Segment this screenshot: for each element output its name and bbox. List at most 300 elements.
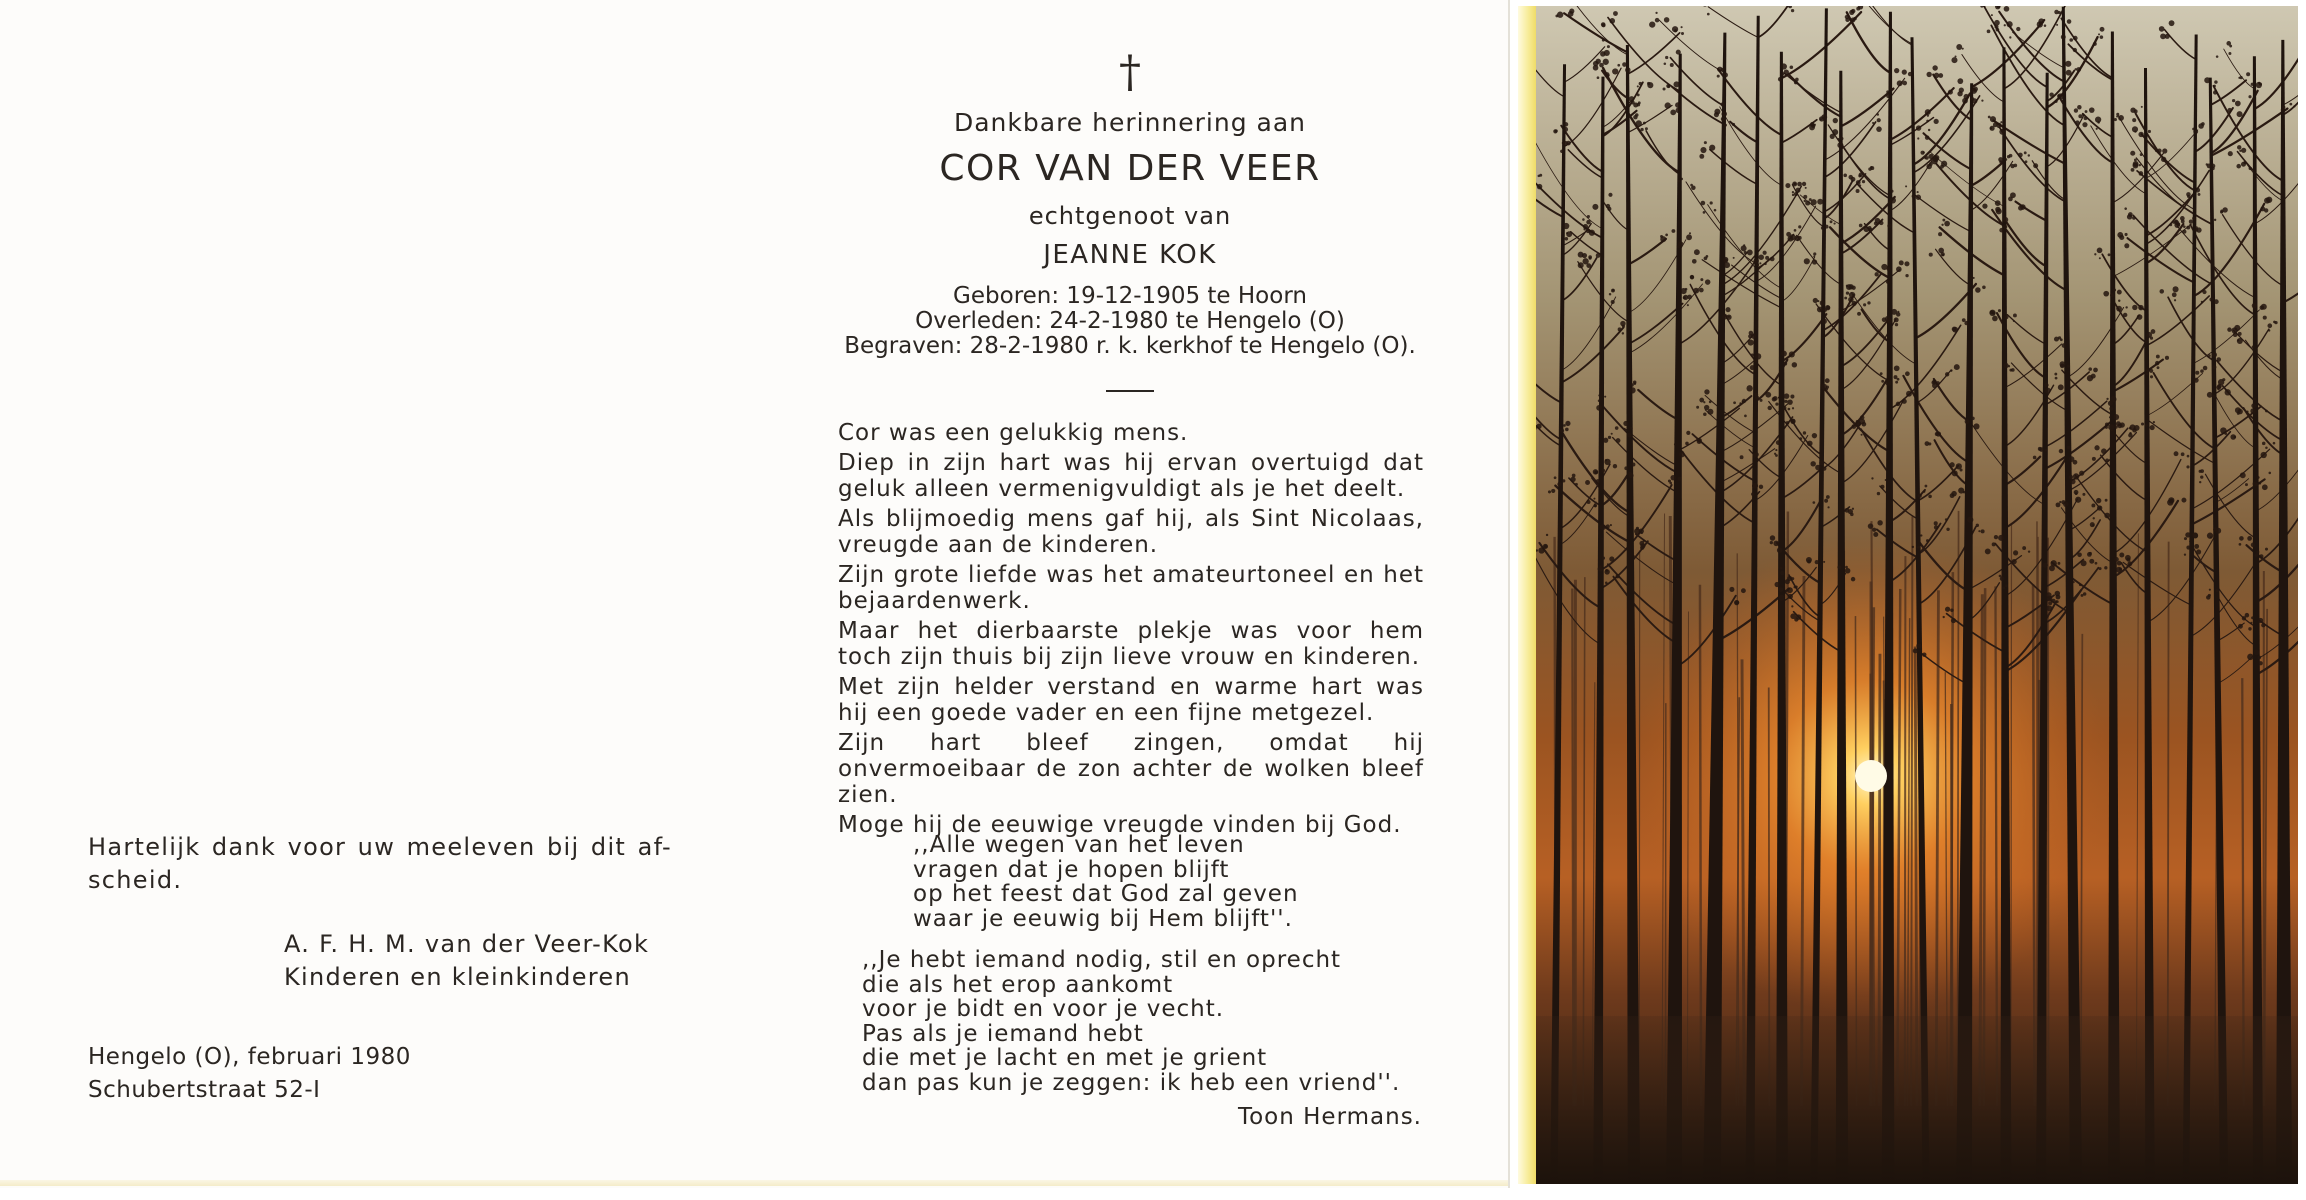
leaf-cluster bbox=[1970, 277, 1973, 280]
leaf-cluster bbox=[2087, 552, 2092, 557]
leaf-cluster bbox=[1897, 378, 1900, 381]
leaf-cluster bbox=[2003, 225, 2007, 229]
leaf-cluster bbox=[2150, 425, 2155, 430]
leaf-cluster bbox=[2153, 421, 2155, 423]
leaf-cluster bbox=[1777, 547, 1783, 553]
leaf-cluster bbox=[2079, 471, 2084, 476]
leaf-cluster bbox=[2202, 290, 2206, 294]
leaf-cluster bbox=[2028, 154, 2030, 156]
leaf-cluster bbox=[1803, 431, 1806, 434]
leaf-cluster bbox=[1703, 211, 1706, 214]
leaf-cluster bbox=[1721, 117, 1725, 121]
leaf-cluster bbox=[2045, 388, 2051, 394]
leaf-cluster bbox=[2214, 299, 2219, 304]
leaf-cluster bbox=[1564, 122, 1568, 126]
leaf-cluster bbox=[1874, 222, 1878, 226]
leaf-cluster bbox=[1784, 69, 1789, 74]
card-fold-line bbox=[1508, 0, 1510, 1188]
leaf-cluster bbox=[1756, 263, 1759, 266]
leaf-cluster bbox=[1639, 82, 1642, 85]
leaf-cluster bbox=[1594, 504, 1597, 507]
leaf-cluster bbox=[1700, 278, 1703, 281]
leaf-cluster bbox=[1962, 48, 1964, 50]
leaf-cluster bbox=[2114, 118, 2117, 121]
leaf-cluster bbox=[1912, 195, 1915, 198]
leaf-cluster bbox=[1794, 80, 1798, 84]
leaf-cluster bbox=[1920, 534, 1922, 536]
leaf-cluster bbox=[1786, 421, 1790, 425]
leaf-cluster bbox=[2108, 401, 2113, 406]
leaf-cluster bbox=[2059, 449, 2063, 453]
leaf-cluster bbox=[2256, 550, 2259, 553]
leaf-cluster bbox=[2165, 356, 2169, 360]
leaf-cluster bbox=[1821, 114, 1827, 120]
leaf-cluster bbox=[1740, 455, 1744, 459]
divider-line bbox=[1106, 390, 1154, 392]
leaf-cluster bbox=[2088, 367, 2092, 371]
leaf-cluster bbox=[2228, 52, 2231, 55]
leaf-cluster bbox=[2259, 482, 2261, 484]
leaf-cluster bbox=[1697, 439, 1702, 444]
leaf-cluster bbox=[1879, 221, 1883, 225]
leaf-cluster bbox=[2104, 566, 2107, 569]
leaf-cluster bbox=[2127, 561, 2132, 566]
leaf-cluster bbox=[1862, 422, 1867, 427]
leaf-cluster bbox=[1890, 188, 1893, 191]
leaf-cluster bbox=[1887, 223, 1892, 228]
leaf-cluster bbox=[1729, 587, 1734, 592]
leaf-cluster bbox=[1635, 113, 1639, 117]
leaf-cluster bbox=[1938, 232, 1942, 236]
leaf-cluster bbox=[1685, 288, 1688, 291]
leaf-cluster bbox=[1859, 224, 1863, 228]
leaf-cluster bbox=[2212, 352, 2217, 357]
leaf-cluster bbox=[2060, 361, 2066, 367]
leaf-cluster bbox=[2186, 545, 2190, 549]
leaf-cluster bbox=[1675, 102, 1681, 108]
leaf-cluster bbox=[1565, 421, 1570, 426]
leaf-cluster bbox=[1665, 102, 1671, 108]
leaf-cluster bbox=[2265, 410, 2268, 413]
leaf-cluster bbox=[2131, 168, 2135, 172]
leaf-cluster bbox=[1799, 437, 1802, 440]
leaf-cluster bbox=[1912, 546, 1914, 548]
poem-line: vragen dat je hopen blijft bbox=[913, 856, 1230, 883]
leaf-cluster bbox=[2234, 436, 2237, 439]
leaf-cluster bbox=[1956, 44, 1962, 50]
leaf-cluster bbox=[1845, 15, 1849, 19]
leaf-cluster bbox=[1693, 288, 1699, 294]
leaf-cluster bbox=[2044, 383, 2049, 388]
leaf-cluster bbox=[1859, 184, 1861, 186]
leaf-cluster bbox=[1877, 118, 1881, 122]
leaf-cluster bbox=[1692, 259, 1697, 264]
leaf-cluster bbox=[1699, 288, 1704, 293]
leaf-cluster bbox=[1875, 272, 1879, 276]
leaf-cluster bbox=[1941, 252, 1945, 256]
leaf-cluster bbox=[1557, 482, 1561, 486]
leaf-cluster bbox=[2093, 42, 2097, 46]
leaf-cluster bbox=[1780, 567, 1782, 569]
leaf-cluster bbox=[2081, 560, 2087, 566]
leaf-cluster bbox=[2237, 111, 2243, 117]
leaf-cluster bbox=[1572, 474, 1576, 478]
leaf-cluster bbox=[2162, 148, 2167, 153]
leaf-cluster bbox=[1971, 417, 1974, 420]
leaf-cluster bbox=[1978, 530, 1980, 532]
leaf-cluster bbox=[2108, 253, 2111, 256]
leaf-cluster bbox=[1934, 73, 1940, 79]
leaf-cluster bbox=[1613, 464, 1617, 468]
leaf-cluster bbox=[1994, 20, 2000, 26]
sunset-forest-image bbox=[1536, 6, 2298, 1184]
leaf-cluster bbox=[2069, 38, 2073, 42]
leaf-cluster bbox=[1551, 489, 1555, 493]
leaf-cluster bbox=[2200, 476, 2203, 479]
leaf-cluster bbox=[2159, 289, 2164, 294]
leaf-cluster bbox=[2174, 299, 2176, 301]
leaf-cluster bbox=[2073, 48, 2077, 52]
leaf-cluster bbox=[1622, 62, 1627, 67]
tribute-paragraph: Moge hij de eeuwige vreugde vinden bij God. bbox=[838, 812, 1402, 838]
leaf-cluster bbox=[1957, 78, 1963, 84]
leaf-cluster bbox=[2236, 164, 2241, 169]
leaf-cluster bbox=[1790, 419, 1795, 424]
leaf-cluster bbox=[2212, 365, 2216, 369]
leaf-cluster bbox=[2054, 373, 2057, 376]
leaf-cluster bbox=[2139, 171, 2144, 176]
birth-date: Geboren: 19-12-1905 te Hoorn bbox=[953, 283, 1307, 309]
poem-line: dan pas kun je zeggen: ik heb een vriend''. bbox=[862, 1069, 1401, 1096]
tribute-paragraph: Diep in zijn hart was hij ervan overtuigd dat geluk alleen vermenigvuldigt als je het deelt. bbox=[838, 450, 1424, 502]
leaf-cluster bbox=[1554, 129, 1557, 132]
leaf-cluster bbox=[2110, 293, 2114, 297]
leaf-cluster bbox=[2215, 528, 2221, 534]
place-and-address bbox=[88, 1041, 411, 1107]
leaf-cluster bbox=[1957, 91, 1962, 96]
leaf-cluster bbox=[1623, 421, 1628, 426]
leaf-cluster bbox=[1852, 424, 1857, 429]
leaf-cluster bbox=[2116, 306, 2122, 312]
leaf-cluster bbox=[1929, 253, 1933, 257]
leaf-cluster bbox=[1894, 317, 1899, 322]
leaf-cluster bbox=[1962, 98, 1968, 104]
leaf-cluster bbox=[1791, 9, 1794, 12]
leaf-cluster bbox=[2130, 151, 2135, 156]
leaf-cluster bbox=[1775, 454, 1778, 457]
leaf-cluster bbox=[2113, 414, 2119, 420]
leaf-cluster bbox=[1798, 225, 1801, 228]
leaf-cluster bbox=[1538, 175, 1541, 178]
leaf-cluster bbox=[1872, 122, 1874, 124]
leaf-cluster bbox=[1837, 565, 1841, 569]
leaf-cluster bbox=[2011, 559, 2016, 564]
spouse-name: JEANNE KOK bbox=[1043, 240, 1217, 270]
signature-family: Kinderen en kleinkinderen bbox=[284, 963, 631, 991]
leaf-cluster bbox=[2091, 503, 2095, 507]
leaf-cluster bbox=[1752, 483, 1758, 489]
leaf-cluster bbox=[2003, 217, 2009, 223]
leaf-cluster bbox=[1950, 609, 1953, 612]
leaf-cluster bbox=[2237, 339, 2239, 341]
leaf-cluster bbox=[1945, 607, 1950, 612]
leaf-cluster bbox=[1668, 479, 1671, 482]
leaf-cluster bbox=[2250, 408, 2256, 414]
address: Schubertstraat 52-I bbox=[88, 1077, 321, 1103]
leaf-cluster bbox=[1946, 528, 1949, 531]
leaf-cluster bbox=[1797, 182, 1802, 187]
leaf-cluster bbox=[1602, 469, 1606, 473]
leaf-cluster bbox=[1933, 156, 1939, 162]
leaf-cluster bbox=[1603, 438, 1608, 443]
leaf-cluster bbox=[2004, 315, 2008, 319]
leaf-cluster bbox=[2101, 448, 2107, 454]
leaf-cluster bbox=[1764, 262, 1767, 265]
leaf-cluster bbox=[1606, 524, 1610, 528]
leaf-cluster bbox=[2183, 230, 2187, 234]
leaf-cluster bbox=[1602, 23, 1606, 27]
leaf-cluster bbox=[1636, 120, 1642, 126]
leaf-cluster bbox=[1786, 232, 1791, 237]
poem-line: voor je bidt en voor je vecht. bbox=[862, 996, 1225, 1022]
leaf-cluster bbox=[2207, 392, 2213, 398]
leaf-cluster bbox=[1714, 109, 1720, 115]
leaf-cluster bbox=[2093, 517, 2095, 519]
leaf-cluster bbox=[2198, 193, 2201, 196]
leaf-cluster bbox=[1622, 325, 1625, 328]
leaf-cluster bbox=[1616, 438, 1621, 443]
leaf-cluster bbox=[1902, 399, 1907, 404]
leaf-cluster bbox=[1604, 396, 1606, 398]
leaf-cluster bbox=[1837, 142, 1843, 148]
leaf-cluster bbox=[2254, 649, 2260, 655]
leaf-cluster bbox=[1809, 198, 1812, 201]
leaf-cluster bbox=[1791, 577, 1794, 580]
leaf-cluster bbox=[1562, 479, 1565, 482]
leaf-cluster bbox=[1593, 498, 1595, 500]
leaf-cluster bbox=[1773, 396, 1778, 401]
leaf-cluster bbox=[1631, 463, 1635, 467]
leaf-cluster bbox=[1813, 298, 1818, 303]
poem-line: op het feest dat God zal geven bbox=[913, 881, 1299, 907]
leaf-cluster bbox=[1677, 180, 1680, 183]
leaf-cluster bbox=[2232, 99, 2235, 102]
leaf-cluster bbox=[1962, 318, 1966, 322]
leaf-cluster bbox=[2148, 130, 2151, 133]
leaf-cluster bbox=[2111, 429, 2113, 431]
leaf-cluster bbox=[1721, 111, 1727, 117]
leaf-cluster bbox=[2087, 375, 2093, 381]
leaf-cluster bbox=[1981, 529, 1985, 533]
leaf-cluster bbox=[1733, 257, 1735, 259]
leaf-cluster bbox=[1560, 428, 1564, 432]
leaf-cluster bbox=[1886, 90, 1889, 93]
leaf-cluster bbox=[2104, 513, 2110, 519]
leaf-cluster bbox=[1792, 194, 1794, 196]
leaf-cluster bbox=[1685, 442, 1689, 446]
leaf-cluster bbox=[1819, 460, 1824, 465]
leaf-cluster bbox=[2106, 398, 2108, 400]
leaf-cluster bbox=[1885, 479, 1887, 481]
leaf-cluster bbox=[1612, 68, 1618, 74]
leaf-cluster bbox=[2125, 555, 2131, 561]
leaf-cluster bbox=[1770, 541, 1773, 544]
leaf-cluster bbox=[1717, 75, 1720, 78]
leaf-cluster bbox=[1863, 303, 1866, 306]
leaf-cluster bbox=[2120, 422, 2125, 427]
leaf-cluster bbox=[1790, 65, 1794, 69]
leaf-cluster bbox=[1825, 225, 1829, 229]
leaf-cluster bbox=[1850, 18, 1855, 23]
leaf-cluster bbox=[1548, 490, 1551, 493]
leaf-cluster bbox=[2217, 388, 2219, 390]
leaf-cluster bbox=[1633, 102, 1638, 107]
leaf-cluster bbox=[2222, 207, 2227, 212]
leaf-cluster bbox=[1616, 574, 1620, 578]
leaf-cluster bbox=[1724, 124, 1727, 127]
leaf-cluster bbox=[1897, 311, 1899, 313]
leaf-cluster bbox=[2058, 95, 2062, 99]
cross-icon: † bbox=[1119, 47, 1141, 98]
leaf-cluster bbox=[1611, 289, 1615, 293]
leaf-cluster bbox=[2239, 536, 2244, 541]
leaf-cluster bbox=[2265, 446, 2268, 449]
leaf-cluster bbox=[2083, 592, 2086, 595]
leaf-cluster bbox=[2139, 164, 2141, 166]
leaf-cluster bbox=[2238, 332, 2242, 336]
leaf-cluster bbox=[2187, 195, 2190, 198]
leaf-cluster bbox=[1748, 340, 1754, 346]
leaf-cluster bbox=[2237, 145, 2241, 149]
leaf-cluster bbox=[1629, 387, 1635, 393]
leaf-cluster bbox=[2138, 305, 2143, 310]
place-date: Hengelo (O), februari 1980 bbox=[88, 1044, 411, 1070]
leaf-cluster bbox=[1583, 228, 1585, 230]
leaf-cluster bbox=[1724, 262, 1730, 268]
leaf-cluster bbox=[2062, 343, 2067, 348]
leaf-cluster bbox=[2200, 469, 2204, 473]
leaf-cluster bbox=[2132, 126, 2138, 132]
leaf-cluster bbox=[1902, 69, 1907, 74]
leaf-cluster bbox=[2151, 329, 2156, 334]
leaf-cluster bbox=[1872, 528, 1876, 532]
leaf-cluster bbox=[2075, 120, 2079, 124]
leaf-cluster bbox=[2061, 500, 2065, 504]
leaf-cluster bbox=[2077, 552, 2082, 557]
leaf-cluster bbox=[2094, 253, 2096, 255]
leaf-cluster bbox=[2096, 128, 2098, 130]
leaf-cluster bbox=[1701, 201, 1706, 206]
leaf-cluster bbox=[1714, 209, 1717, 212]
leaf-cluster bbox=[2004, 24, 2006, 26]
leaf-cluster bbox=[1703, 401, 1705, 403]
leaf-cluster bbox=[1967, 517, 1973, 523]
leaf-cluster bbox=[1751, 353, 1754, 356]
leaf-cluster bbox=[2186, 465, 2189, 468]
leaf-cluster bbox=[1965, 419, 1970, 424]
leaf-cluster bbox=[1728, 316, 1730, 318]
leaf-cluster bbox=[2213, 85, 2216, 88]
leaf-cluster bbox=[1637, 85, 1639, 87]
leaf-cluster bbox=[2239, 543, 2242, 546]
leaf-cluster bbox=[2055, 100, 2058, 103]
leaf-cluster bbox=[1794, 229, 1797, 232]
leaf-cluster bbox=[1683, 295, 1688, 300]
leaf-cluster bbox=[1611, 433, 1613, 435]
leaf-cluster bbox=[1787, 399, 1792, 404]
leaf-cluster bbox=[2293, 105, 2295, 107]
leaf-cluster bbox=[1833, 118, 1838, 123]
leaf-cluster bbox=[1633, 382, 1636, 385]
leaf-cluster bbox=[1851, 577, 1855, 581]
leaf-cluster bbox=[2262, 442, 2266, 446]
leaf-cluster bbox=[1815, 560, 1819, 564]
leaf-cluster bbox=[2150, 375, 2153, 378]
leaf-cluster bbox=[2028, 550, 2030, 552]
leaf-cluster bbox=[2058, 562, 2061, 565]
leaf-cluster bbox=[1886, 94, 1890, 98]
leaf-cluster bbox=[2018, 153, 2023, 158]
leaf-cluster bbox=[2193, 378, 2198, 383]
leaf-cluster bbox=[2002, 586, 2005, 589]
tribute-paragraph: Cor was een gelukkig mens. bbox=[838, 420, 1189, 446]
leaf-cluster bbox=[1645, 127, 1648, 130]
leaf-cluster bbox=[2059, 501, 2061, 503]
leaf-cluster bbox=[1896, 266, 1902, 272]
leaf-cluster bbox=[2257, 476, 2260, 479]
leaf-cluster bbox=[1789, 351, 1795, 357]
leaf-cluster bbox=[1795, 188, 1800, 193]
leaf-cluster bbox=[2183, 225, 2186, 228]
leaf-cluster bbox=[1812, 259, 1817, 264]
leaf-cluster bbox=[2127, 214, 2132, 219]
leaf-cluster bbox=[1594, 470, 1598, 474]
leaf-cluster bbox=[1886, 318, 1891, 323]
leaf-cluster bbox=[1751, 492, 1755, 496]
leaf-cluster bbox=[1557, 12, 1563, 18]
leaf-cluster bbox=[1578, 262, 1584, 268]
leaf-cluster bbox=[1787, 587, 1793, 593]
leaf-cluster bbox=[1922, 652, 1926, 656]
leaf-cluster bbox=[1565, 237, 1569, 241]
leaf-cluster bbox=[1649, 21, 1655, 27]
leaf-cluster bbox=[1600, 51, 1606, 57]
leaf-cluster bbox=[2045, 449, 2048, 452]
leaf-cluster bbox=[2039, 447, 2044, 452]
leaf-cluster bbox=[2099, 257, 2101, 259]
leaf-cluster bbox=[1780, 571, 1785, 576]
leaf-cluster bbox=[2214, 219, 2216, 221]
thanks-line: scheid. bbox=[88, 866, 183, 894]
leaf-cluster bbox=[1788, 594, 1793, 599]
leaf-cluster bbox=[1647, 82, 1650, 85]
leaf-cluster bbox=[2155, 361, 2159, 365]
leaf-cluster bbox=[2220, 427, 2226, 433]
leaf-cluster bbox=[2251, 616, 2254, 619]
leaf-cluster bbox=[1867, 301, 1870, 304]
leaf-cluster bbox=[2108, 424, 2114, 430]
leaf-cluster bbox=[2268, 329, 2270, 331]
leaf-cluster bbox=[1603, 59, 1609, 65]
leaf-cluster bbox=[2155, 150, 2157, 152]
leaf-cluster bbox=[1812, 501, 1815, 504]
leaf-cluster bbox=[1602, 39, 1605, 42]
leaf-cluster bbox=[1810, 122, 1814, 126]
leaf-cluster bbox=[2109, 416, 2111, 418]
leaf-cluster bbox=[2145, 339, 2148, 342]
leaf-cluster bbox=[1972, 86, 1977, 91]
leaf-cluster bbox=[2124, 243, 2129, 248]
